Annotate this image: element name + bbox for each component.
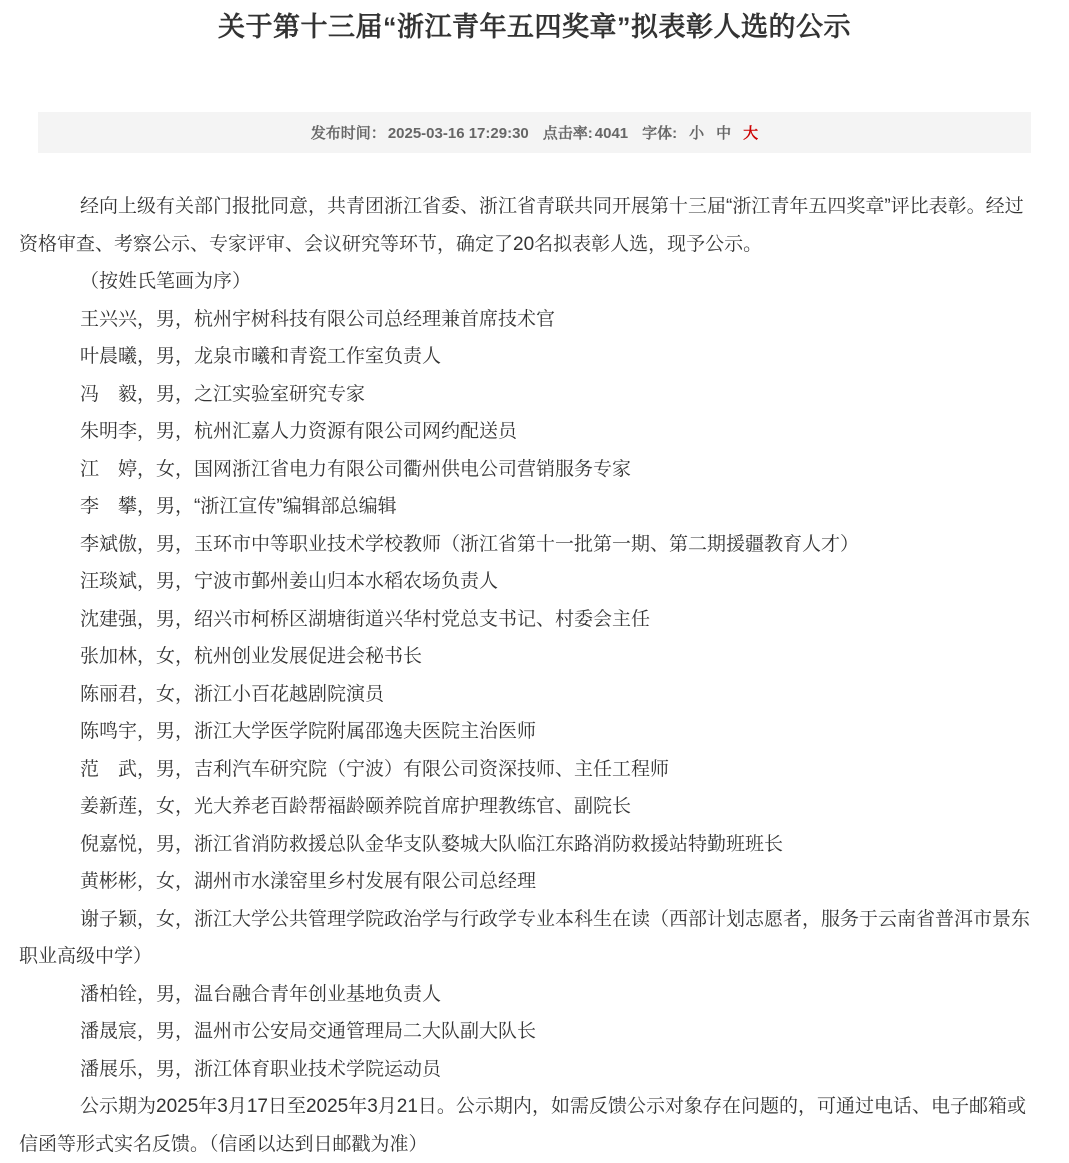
- candidate-item: 冯 毅，男，之江实验室研究专家: [80, 383, 366, 405]
- candidate-item: 朱明李，男，杭州汇嘉人力资源有限公司网约配送员: [80, 421, 518, 442]
- closing-paragraph: 公示期为2025年3月17日至2025年3月21日。公示期内，如需反馈公示对象存在问题的，可通过电话、电子邮箱或信函等形式实名反馈。（信函以达到日邮戳为准）: [19, 1096, 1026, 1155]
- candidate-item: 江 婷，女，国网浙江省电力有限公司衢州供电公司营销服务专家: [80, 458, 632, 480]
- candidate-item: 叶晨曦，男，龙泉市曦和青瓷工作室负责人: [80, 346, 442, 367]
- font-size-medium-link[interactable]: 中: [716, 125, 732, 142]
- page-title: 关于第十三届“浙江青年五四奖章”拟表彰人选的公示: [218, 12, 851, 42]
- font-size-group: [642, 122, 758, 143]
- candidate-item: 范 武，男，吉利汽车研究院（宁波）有限公司资深技师、主任工程师: [80, 758, 670, 780]
- publish-time-label: 发布时间：: [310, 125, 386, 142]
- hits-value: 4041: [594, 125, 629, 142]
- hits-label: 点击率:: [542, 125, 593, 142]
- candidate-item: 沈建强，男，绍兴市柯桥区湖塘街道兴华村党总支书记、村委会主任: [80, 608, 651, 630]
- hits-group: [543, 122, 628, 143]
- publish-time-group: [311, 122, 529, 143]
- candidate-item: 李斌傲，男，玉环市中等职业技术学校教师（浙江省第十一批第一期、第二期援疆教育人才）: [80, 533, 860, 555]
- candidate-item: 李 攀，男，“浙江宣传”编辑部总编辑: [80, 496, 397, 517]
- candidate-item: 陈鸣宇，男，浙江大学医学院附属邵逸夫医院主治医师: [80, 721, 537, 742]
- candidate-item: 倪嘉悦，男，浙江省消防救援总队金华支队婺城大队临江东路消防救援站特勤班班长: [80, 833, 784, 855]
- meta-bar: [38, 112, 1031, 153]
- candidate-item: 谢子颖，女，浙江大学公共管理学院政治学与行政学专业本科生在读（西部计划志愿者，服务于云南省普洱市景东职业高级中学）: [19, 908, 1031, 967]
- publish-time-value: 2025-03-16 17:29:30: [387, 125, 529, 142]
- candidate-item: 姜新莲，女，光大养老百龄帮福龄颐养院首席护理教练官、副院长: [80, 796, 632, 817]
- font-size-small-link[interactable]: 小: [689, 125, 705, 142]
- candidate-item: 潘柏铨，男，温台融合青年创业基地负责人: [80, 983, 442, 1005]
- candidate-item: 张加林，女，杭州创业发展促进会秘书长: [80, 646, 423, 667]
- font-size-large-link[interactable]: 大: [743, 125, 759, 142]
- candidate-item: 汪琰斌，男，宁波市鄞州姜山归本水稻农场负责人: [80, 571, 499, 592]
- candidate-item: 陈丽君，女，浙江小百花越剧院演员: [80, 683, 385, 705]
- font-size-label: 字体:: [642, 125, 678, 142]
- candidate-item: 潘晟宸，男，温州市公安局交通管理局二大队副大队长: [80, 1021, 537, 1042]
- candidate-item: 王兴兴，男，杭州宇树科技有限公司总经理兼首席技术官: [80, 308, 556, 330]
- article-body: [19, 188, 1035, 1163]
- intro-paragraph: 经向上级有关部门报批同意，共青团浙江省委、浙江省青联共同开展第十三届“浙江青年五四奖章”评比表彰。经过资格审查、考察公示、专家评审、会议研究等环节，确定了20名拟表彰人选，现予公示。: [19, 196, 1024, 255]
- candidate-item: 黄彬彬，女，湖州市水漾窑里乡村发展有限公司总经理: [80, 871, 537, 892]
- order-note: （按姓氏笔画为序）: [80, 271, 252, 292]
- candidate-item: 潘展乐，男，浙江体育职业技术学院运动员: [80, 1058, 442, 1080]
